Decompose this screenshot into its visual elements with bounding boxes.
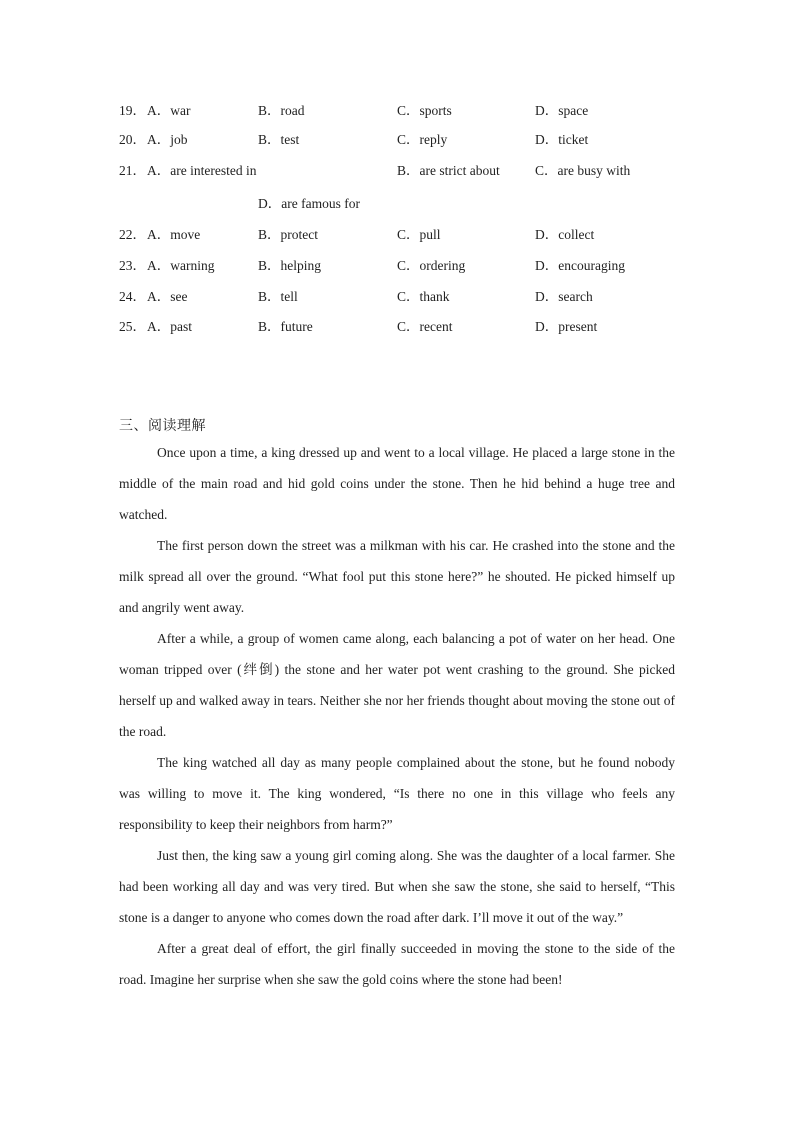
option-b: B．helping	[258, 258, 321, 273]
option-a: A．past	[147, 319, 192, 334]
option-b: B．tell	[258, 289, 298, 304]
question-24-row	[0, 287, 794, 307]
option-a: A．war	[147, 103, 191, 118]
option-a: A．warning	[147, 258, 215, 273]
option-d: D．present	[535, 319, 598, 334]
option-a: A．are interested in	[147, 163, 257, 178]
passage-paragraph: After a great deal of effort, the girl finally succeeded in moving the stone to the side of the road. Imagine her surprise when she saw the gold coins where the stone had been!	[119, 941, 675, 987]
passage-paragraph: After a while, a group of women came along, each balancing a pot of water on her head. One woman tripped over (绊倒) the stone and her water pot went crashing to the ground. She picked herself up and walked away in tears. Neither she nor her friends thought about moving the stone out of the road.	[119, 631, 675, 739]
option-d: D．collect	[535, 227, 595, 242]
question-19-row	[0, 101, 794, 121]
option-b: B．road	[258, 103, 305, 118]
option-c: C．reply	[397, 132, 448, 147]
question-number: 19．	[119, 103, 146, 118]
option-c: C．are busy with	[535, 163, 631, 178]
option-a: A．job	[147, 132, 188, 147]
question-21-row	[0, 161, 794, 181]
option-d: D．space	[535, 103, 589, 118]
option-c: C．ordering	[397, 258, 466, 273]
question-21-row-continued	[0, 194, 794, 214]
option-b: B．future	[258, 319, 313, 334]
option-a: A．move	[147, 227, 201, 242]
question-number: 21．	[119, 163, 146, 178]
question-number: 22．	[119, 227, 146, 242]
question-20-row	[0, 130, 794, 150]
question-25-row	[0, 317, 794, 337]
option-c: C．thank	[397, 289, 450, 304]
question-22-row	[0, 225, 794, 245]
option-d: D．encouraging	[535, 258, 625, 273]
option-a: A．see	[147, 289, 188, 304]
passage-paragraph: The king watched all day as many people complained about the stone, but he found nobody was willing to move it. The king wondered, “Is there no one in this village who feels any responsibility to keep their neighbors from harm?”	[119, 755, 675, 832]
option-c: C．recent	[397, 319, 453, 334]
passage-paragraph: Once upon a time, a king dressed up and went to a local village. He placed a large stone in the middle of the main road and hid gold coins under the stone. Then he hid behind a huge tree and watched.	[119, 445, 675, 522]
option-c: C．sports	[397, 103, 452, 118]
reading-passage	[119, 437, 675, 995]
question-23-row	[0, 256, 794, 276]
passage-paragraph: The first person down the street was a milkman with his car. He crashed into the stone and the milk spread all over the ground. “What fool put this stone here?” he shouted. He picked himself up and angrily went away.	[119, 538, 675, 615]
option-d: D．are famous for	[258, 196, 360, 211]
question-number: 24．	[119, 289, 146, 304]
option-d: D．ticket	[535, 132, 589, 147]
option-b: B．protect	[258, 227, 318, 242]
section-title: 三、阅读理解	[119, 418, 206, 434]
option-b: B．are strict about	[397, 163, 500, 178]
question-number: 23．	[119, 258, 146, 273]
option-b: B．test	[258, 132, 300, 147]
question-number: 25．	[119, 319, 146, 334]
passage-paragraph: Just then, the king saw a young girl coming along. She was the daughter of a local farmer. She had been working all day and was very tired. But when she saw the stone, she said to herself, “This stone is a danger to anyone who comes down the road after dark. I’ll move it out of the way.”	[119, 848, 675, 925]
option-c: C．pull	[397, 227, 441, 242]
question-number: 20．	[119, 132, 146, 147]
option-d: D．search	[535, 289, 593, 304]
